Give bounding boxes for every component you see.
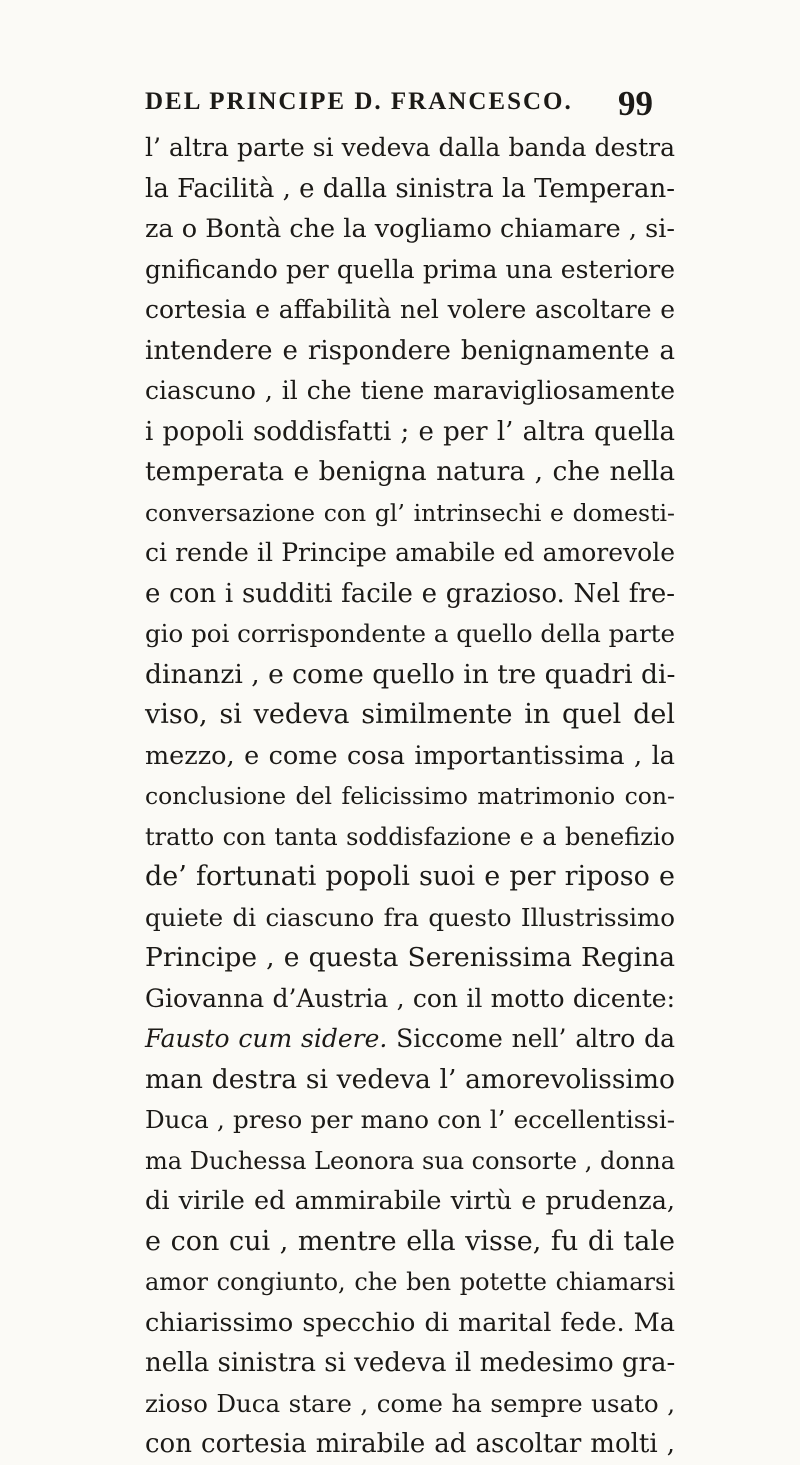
text-line: Principe , e questa Serenissima Regina [145, 942, 675, 973]
text-line: man destra si vedeva l’ amorevolissimo [145, 1063, 675, 1095]
text-line: cortesia e affabilità nel volere ascoltare e [145, 295, 675, 324]
text-line: quiete di ciascuno fra questo Illustrissimo [145, 902, 675, 932]
text-line: de’ fortunati popoli suoi e per riposo e [145, 861, 675, 892]
text-line: nella sinistra si vedeva il medesimo gra- [145, 1348, 676, 1378]
text-line: l’ altra parte si vedeva dalla banda destra [145, 133, 675, 162]
text-line: viso, si vedeva similmente in quel del [145, 699, 675, 730]
text-line: ciascuno , il che tiene maravigliosamente [145, 376, 675, 405]
text-line: intendere e rispondere benignamente a [145, 335, 675, 366]
text-line-remainder: Siccome nell’ altro da [396, 1024, 675, 1053]
motto-text: Fausto cum sidere. [145, 1024, 388, 1053]
text-line: chiarissimo specchio di marital fede. Ma [145, 1307, 675, 1338]
text-line: gnificando per quella prima una esteriore [145, 254, 675, 284]
text-line: mezzo, e come cosa importantissima , la [145, 740, 675, 771]
text-line: e con i sudditi facile e grazioso. Nel fre- [145, 578, 675, 609]
text-line: tratto con tanta soddisfazione e a benefizio [145, 822, 675, 851]
body-text [145, 128, 675, 1465]
text-line: di virile ed ammirabile virtù e prudenza, [145, 1186, 675, 1216]
text-line: ma Duchessa Leonora sua consorte , donna [145, 1146, 676, 1175]
text-line: za o Bontà che la vogliamo chiamare , si- [145, 214, 675, 244]
text-line: Giovanna d’Austria , con il motto dicente: [145, 983, 675, 1013]
text-line: gio poi corrispondente a quello della parte [145, 619, 675, 648]
text-line: conversazione con gl’ intrinsechi e domesti- [145, 498, 675, 527]
text-line-with-motto [145, 1019, 675, 1060]
text-line: conclusione del felicissimo matrimonio con- [145, 782, 675, 810]
text-line: Duca , preso per mano con l’ eccellentissi- [145, 1105, 675, 1134]
text-line: temperata e benigna natura , che nella [145, 456, 675, 487]
text-line: amor congiunto, che ben potette chiamarsi [145, 1268, 675, 1296]
text-line: i popoli soddisfatti ; e per l’ altra quella [145, 416, 675, 447]
text-line: la Facilità , e dalla sinistra la Temperan- [145, 173, 675, 204]
text-line: con cortesia mirabile ad ascoltar molti , [145, 1429, 675, 1459]
text-line: zioso Duca stare , come ha sempre usato , [145, 1388, 675, 1418]
running-head: DEL PRINCIPE D. FRANCESCO. [145, 88, 573, 115]
text-line: dinanzi , e come quello in tre quadri di- [145, 658, 676, 690]
page-number: 99 [618, 84, 653, 123]
text-line: e con cui , mentre ella visse, fu di tale [145, 1225, 675, 1257]
text-line: ci rende il Principe amabile ed amorevole [145, 538, 675, 567]
